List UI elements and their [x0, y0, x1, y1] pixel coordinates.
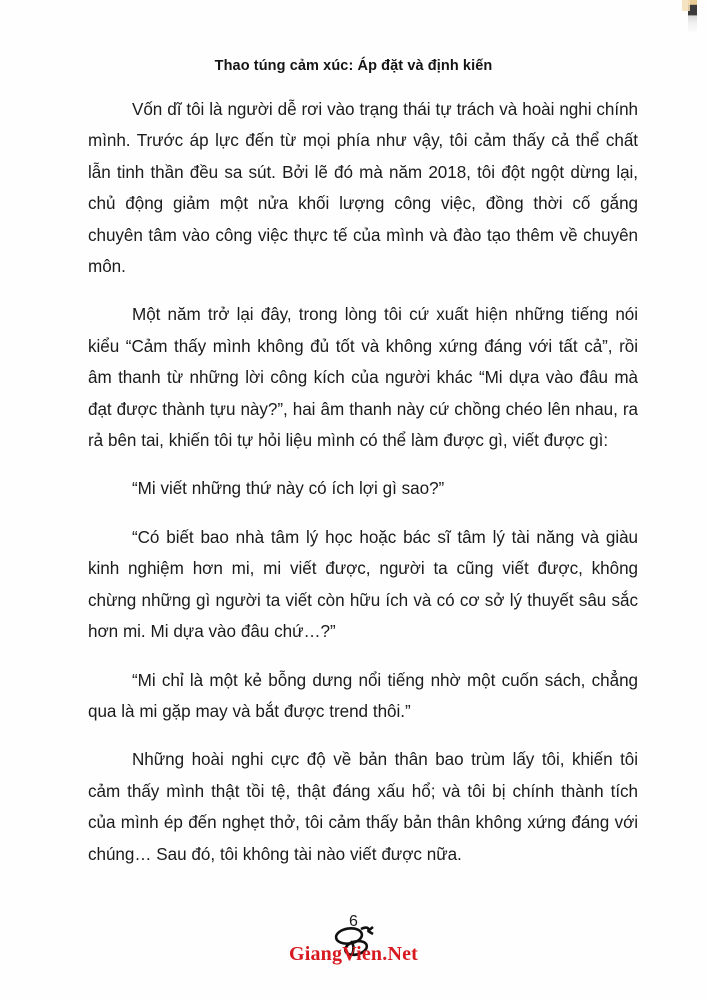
page-number: 6 [349, 913, 358, 930]
paragraph-6: Những hoài nghi cực độ về bản thân bao trùm lấy tôi, khiến tôi cảm thấy mình thật tồi tệ, thật đáng xấu hổ; và tôi bị chính thành tích của mình ép đến nghẹt thở, tôi cảm thấy bản thân không xứng đáng với chúng… Sau đó, tôi không tài nào viết được nữa. [88, 750, 638, 864]
page-footer [0, 912, 707, 973]
watermark-group [0, 935, 707, 973]
paragraph-5-quote: “Mi chỉ là một kẻ bỗng dưng nổi tiếng nhờ một cuốn sách, chẳng qua là mi gặp may và bắt được trend thôi.” [88, 670, 638, 721]
scan-artifact [688, 0, 697, 32]
paragraph-3-quote: “Mi viết những thứ này có ích lợi gì sao?” [132, 479, 445, 499]
paragraph-1: Vốn dĩ tôi là người dễ rơi vào trạng thái tự trách và hoài nghi chính mình. Trước áp lực đến từ mọi phía như vậy, tôi cảm thấy cả thể chất lẫn tinh thần đều sa sút. Bởi lẽ đó mà năm 2018, tôi đột ngột dừng lại, chủ động giảm một nửa khối lượng công việc, đồng thời cố gắng chuyên tâm vào công việc thực tế của mình và đào tạo thêm về chuyên môn. [88, 100, 638, 277]
running-head: Thao túng cảm xúc: Áp đặt và định kiến [214, 58, 493, 74]
site-watermark: GiangVien.Net [288, 943, 419, 965]
page-body [88, 94, 638, 870]
paragraph-2: Một năm trở lại đây, trong lòng tôi cứ xuất hiện những tiếng nói kiểu “Cảm thấy mình không đủ tốt và không xứng đáng với tất cả”, rồi âm thanh từ những lời công kích của người khác “Mi dựa vào đâu mà đạt được thành tựu này?”, hai âm thanh này cứ chồng chéo lên nhau, ra rả bên tai, khiến tôi tự hỏi liệu mình có thể làm được gì, viết được gì: [88, 305, 638, 451]
paragraph-4-quote: “Có biết bao nhà tâm lý học hoặc bác sĩ tâm lý tài năng và giàu kinh nghiệm hơn mi, mi viết được, người ta cũng viết được, không chừng những gì người ta viết còn hữu ích và có cơ sở lý thuyết sâu sắc hơn mi. Mi dựa vào đâu chứ…?” [88, 527, 638, 642]
